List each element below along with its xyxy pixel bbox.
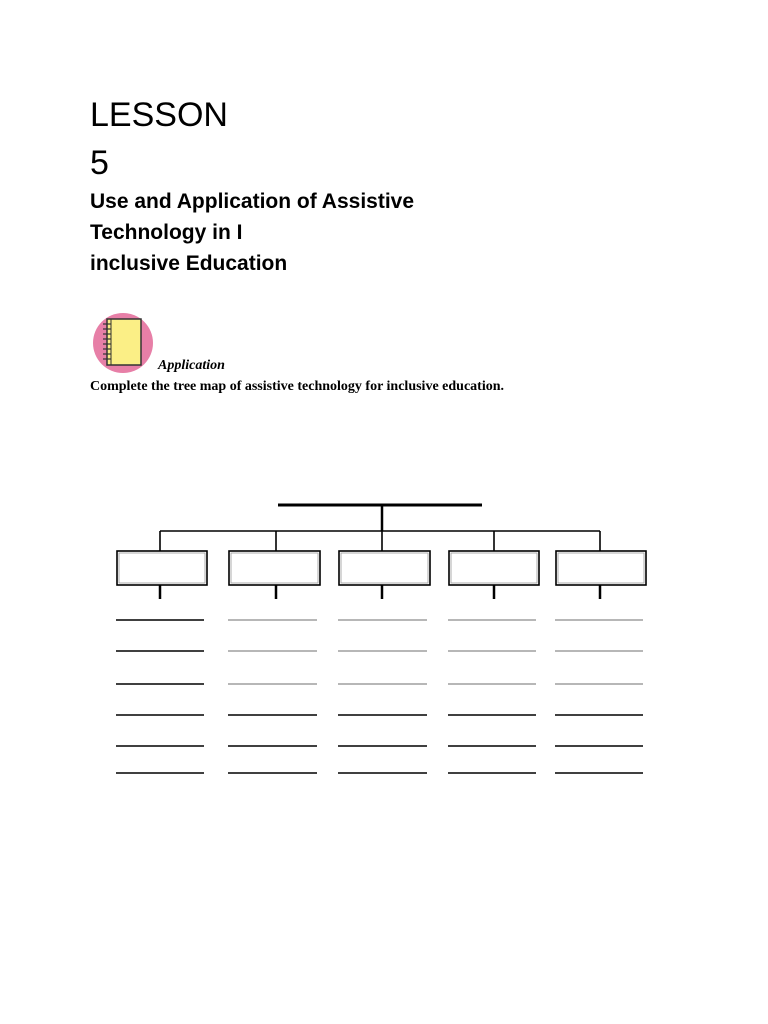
section-label: Application — [158, 358, 225, 373]
lesson-title-line-3: inclusive Education — [90, 252, 288, 275]
lesson-title-line-1: Use and Application of Assistive — [90, 190, 415, 213]
lesson-label: LESSON — [90, 96, 228, 134]
lesson-title — [90, 186, 510, 279]
lesson-number: 5 — [90, 144, 109, 182]
branch-box-2[interactable] — [229, 551, 320, 585]
instruction-text: Complete the tree map of assistive technology for inclusive education. — [90, 379, 504, 394]
branch-box-1[interactable] — [117, 551, 207, 585]
branch-box-4[interactable] — [449, 551, 539, 585]
notebook-icon — [92, 312, 158, 374]
lesson-title-line-2: Technology in I — [90, 221, 243, 244]
branch-box-3[interactable] — [339, 551, 430, 585]
branch-box-5[interactable] — [556, 551, 646, 585]
